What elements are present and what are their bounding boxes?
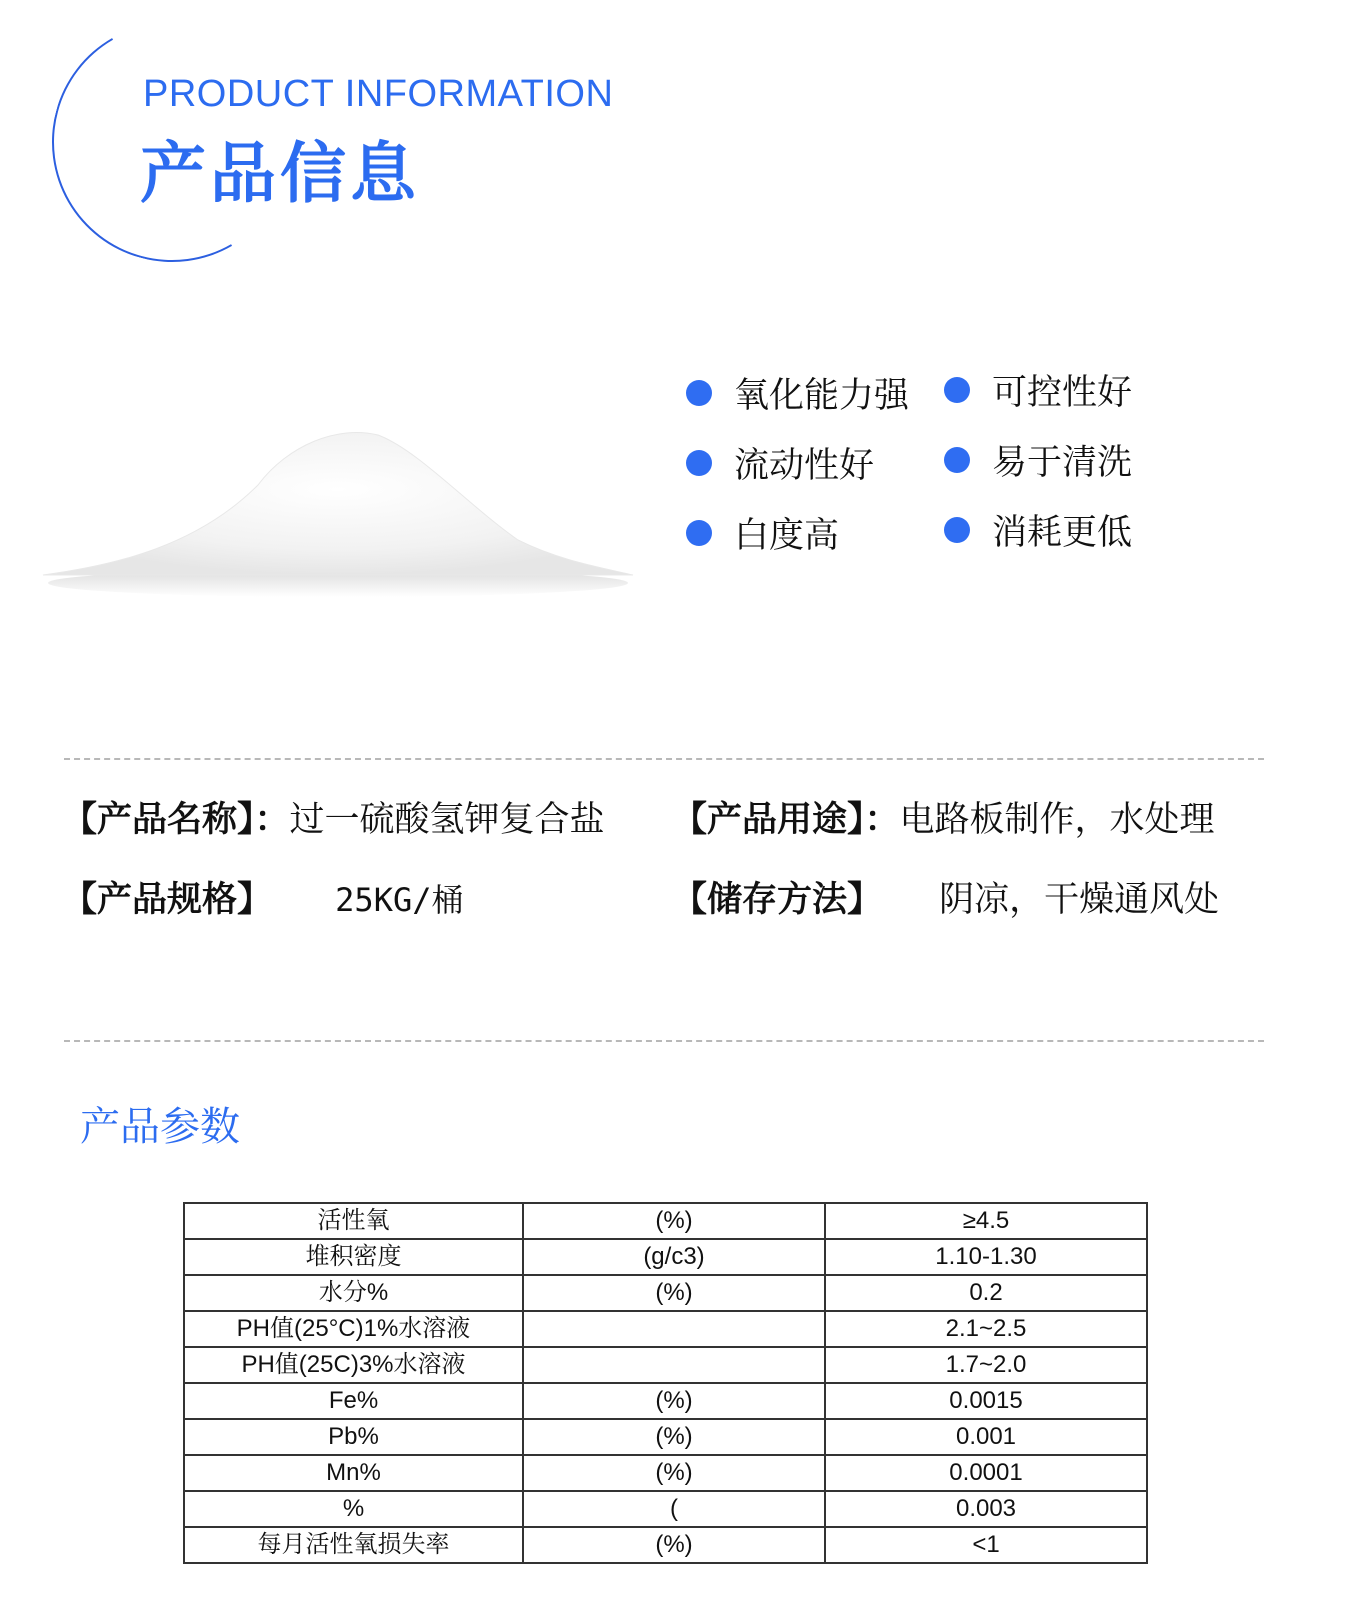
param-unit: [523, 1347, 825, 1383]
param-name: 堆积密度: [184, 1239, 523, 1275]
product-spec-label: 【产品规格】: [62, 880, 273, 920]
param-unit: (%): [523, 1275, 825, 1311]
product-use-row: [672, 792, 1215, 842]
bullet-icon: [944, 447, 970, 473]
param-unit: (%): [523, 1455, 825, 1491]
feature-label: 流动性好: [734, 446, 875, 486]
title-english: PRODUCT INFORMATION: [143, 73, 614, 115]
param-name: Pb%: [184, 1419, 523, 1455]
param-value: ≥4.5: [825, 1203, 1147, 1239]
param-name: 活性氧: [184, 1203, 523, 1239]
feature-label: 易于清洗: [992, 443, 1133, 483]
param-value: 0.0015: [825, 1383, 1147, 1419]
param-value: 0.001: [825, 1419, 1147, 1455]
params-title: 产品参数: [80, 1104, 240, 1150]
table-row: [184, 1311, 1147, 1347]
param-unit: (%): [523, 1383, 825, 1419]
param-value: 1.7~2.0: [825, 1347, 1147, 1383]
storage-label: 【储存方法】: [672, 880, 883, 920]
feature-item: [944, 435, 1132, 485]
params-table: [183, 1202, 1148, 1564]
param-unit: (%): [523, 1419, 825, 1455]
param-unit: (%): [523, 1203, 825, 1239]
product-spec-value: 25KG/桶: [335, 881, 464, 919]
param-unit: (: [523, 1491, 825, 1527]
table-row: [184, 1491, 1147, 1527]
product-name-value: 过一硫酸氢钾复合盐: [289, 800, 605, 840]
table-row: [184, 1347, 1147, 1383]
dashed-divider: [64, 758, 1264, 760]
table-row: [184, 1383, 1147, 1419]
product-name-label: 【产品名称】：: [62, 800, 290, 840]
param-name: PH值(25C)3%水溶液: [184, 1347, 523, 1383]
feature-item: [686, 508, 839, 558]
table-row: [184, 1275, 1147, 1311]
param-value: 2.1~2.5: [825, 1311, 1147, 1347]
table-row: [184, 1419, 1147, 1455]
table-row: [184, 1203, 1147, 1239]
param-value: 0.003: [825, 1491, 1147, 1527]
table-row: [184, 1455, 1147, 1491]
param-unit: [523, 1311, 825, 1347]
param-value: 0.0001: [825, 1455, 1147, 1491]
title-chinese: 产品信息: [140, 135, 420, 212]
feature-label: 消耗更低: [992, 513, 1133, 553]
param-name: %: [184, 1491, 523, 1527]
param-value: 0.2: [825, 1275, 1147, 1311]
table-row: [184, 1239, 1147, 1275]
param-unit: (g/c3): [523, 1239, 825, 1275]
param-name: PH值(25°C)1%水溶液: [184, 1311, 523, 1347]
storage-row: [672, 872, 1219, 922]
feature-label: 可控性好: [992, 373, 1133, 413]
product-name-row: [62, 792, 605, 842]
bullet-icon: [686, 450, 712, 476]
feature-item: [944, 365, 1132, 415]
feature-item: [686, 368, 909, 418]
product-use-label: 【产品用途】：: [672, 800, 900, 840]
feature-label: 白度高: [734, 516, 840, 556]
bullet-icon: [686, 520, 712, 546]
powder-image: [38, 425, 638, 625]
product-use-value: 电路板制作，水处理: [899, 800, 1215, 840]
feature-item: [686, 438, 874, 488]
bullet-icon: [944, 517, 970, 543]
param-unit: (%): [523, 1527, 825, 1563]
bullet-icon: [944, 377, 970, 403]
param-value: 1.10-1.30: [825, 1239, 1147, 1275]
param-name: Fe%: [184, 1383, 523, 1419]
feature-item: [944, 505, 1132, 555]
feature-label: 氧化能力强: [734, 376, 910, 416]
param-name: 每月活性氧损失率: [184, 1527, 523, 1563]
param-value: <1: [825, 1527, 1147, 1563]
bullet-icon: [686, 380, 712, 406]
product-spec-row: [62, 872, 464, 922]
param-name: 水分%: [184, 1275, 523, 1311]
table-row: [184, 1527, 1147, 1563]
param-name: Mn%: [184, 1455, 523, 1491]
storage-value: 阴凉，干燥通风处: [939, 880, 1220, 920]
dashed-divider: [64, 1040, 1264, 1042]
